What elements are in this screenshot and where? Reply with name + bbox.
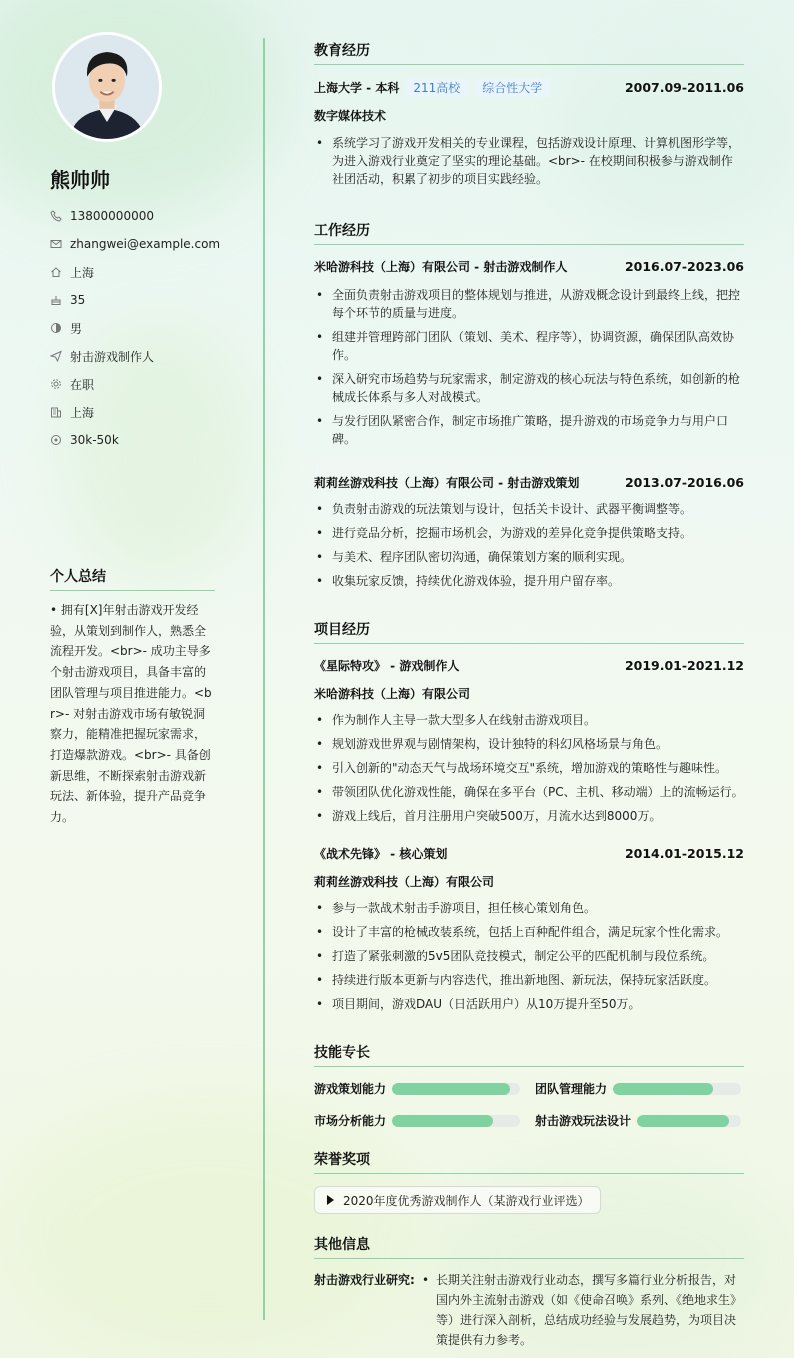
other-info bbox=[314, 1270, 744, 1350]
project-name: 《星际特攻》 - 游戏制作人 bbox=[314, 659, 460, 673]
work-title: 工作经历 bbox=[314, 220, 744, 245]
list-item: • 引入创新的"动态天气与战场环境交互"系统，增加游戏的策略性与趣味性。 bbox=[314, 759, 744, 777]
email-value: zhangwei@example.com bbox=[70, 237, 221, 251]
skill-label: 游戏策划能力 bbox=[314, 1082, 387, 1096]
contact-info bbox=[50, 202, 220, 454]
skill-fill bbox=[392, 1115, 493, 1127]
list-item: • 组建并管理跨部门团队（策划、美术、程序等），协调资源，确保团队高效协作。 bbox=[314, 328, 744, 364]
list-item: • 与美术、程序团队密切沟通，确保策划方案的顺利实现。 bbox=[314, 548, 744, 566]
work-head bbox=[314, 474, 744, 491]
education-title: 教育经历 bbox=[314, 40, 744, 65]
education-date: 2007.09-2011.06 bbox=[624, 80, 744, 95]
sidebar bbox=[0, 0, 264, 1358]
mail-icon bbox=[50, 238, 62, 250]
list-item: • 深入研究市场趋势与玩家需求，制定游戏的核心玩法与特色系统，如创新的枪械成长体系与多人对战模式。 bbox=[314, 370, 744, 406]
salary-value: 30k-50k bbox=[70, 433, 119, 447]
work-bullets bbox=[314, 500, 744, 596]
project-company: 莉莉丝游戏科技（上海）有限公司 bbox=[314, 875, 495, 889]
project-date: 2014.01-2015.12 bbox=[624, 846, 744, 861]
list-item: • 项目期间，游戏DAU（日活跃用户）从10万提升至50万。 bbox=[314, 995, 744, 1013]
skill-item bbox=[535, 1112, 741, 1129]
skill-bar bbox=[637, 1115, 741, 1127]
education-bullets bbox=[314, 134, 744, 194]
skills-title: 技能专长 bbox=[314, 1042, 744, 1067]
skill-bar bbox=[613, 1083, 741, 1095]
skill-bar bbox=[392, 1083, 520, 1095]
project-head bbox=[314, 845, 744, 862]
award-item[interactable] bbox=[314, 1186, 601, 1214]
send-icon bbox=[50, 350, 62, 362]
work-bullets bbox=[314, 286, 744, 454]
skill-label: 射击游戏玩法设计 bbox=[535, 1114, 632, 1128]
email-row bbox=[50, 230, 220, 258]
list-item: • 全面负责射击游戏项目的整体规划与推进，从游戏概念设计到最终上线，把控每个环节的质量与进度。 bbox=[314, 286, 744, 322]
list-item: • 进行竞品分析，挖掘市场机会，为游戏的差异化竞争提供策略支持。 bbox=[314, 524, 744, 542]
skill-item bbox=[314, 1080, 520, 1097]
list-item: • 持续进行版本更新与内容迭代，推出新地图、新玩法，保持玩家活跃度。 bbox=[314, 971, 744, 989]
phone-icon bbox=[50, 210, 62, 222]
gender-icon bbox=[50, 322, 62, 334]
money-icon bbox=[50, 434, 62, 446]
work-company: 莉莉丝游戏科技（上海）有限公司 - 射击游戏策划 bbox=[314, 476, 580, 490]
position-row bbox=[50, 342, 220, 370]
candidate-name: 熊帅帅 bbox=[50, 168, 110, 192]
project-bullets bbox=[314, 899, 744, 1019]
list-item: • 规划游戏世界观与剧情架构，设计独特的科幻风格场景与角色。 bbox=[314, 735, 744, 753]
other-title: 其他信息 bbox=[314, 1234, 744, 1259]
position-value: 射击游戏制作人 bbox=[70, 349, 155, 364]
work-date: 2016.07-2023.06 bbox=[624, 259, 744, 274]
location-value: 上海 bbox=[70, 265, 95, 280]
age-value: 35 bbox=[70, 293, 86, 307]
list-item: • 与发行团队紧密合作，制定市场推广策略，提升游戏的市场竞争力与用户口碑。 bbox=[314, 412, 744, 448]
age-row bbox=[50, 286, 220, 314]
column-divider bbox=[263, 38, 265, 1320]
work-city-value: 上海 bbox=[70, 405, 95, 420]
project-date: 2019.01-2021.12 bbox=[624, 658, 744, 673]
awards-title: 荣誉奖项 bbox=[314, 1149, 744, 1174]
award-text: 2020年度优秀游戏制作人（某游戏行业评选） bbox=[343, 1193, 590, 1208]
list-item: • 负责射击游戏的玩法策划与设计，包括关卡设计、武器平衡调整等。 bbox=[314, 500, 744, 518]
building-icon bbox=[50, 406, 62, 418]
status-value: 在职 bbox=[70, 377, 95, 392]
phone-value: 13800000000 bbox=[70, 209, 154, 223]
education-head bbox=[314, 78, 744, 97]
cake-icon bbox=[50, 294, 62, 306]
list-item: • 带领团队优化游戏性能，确保在多平台（PC、主机、移动端）上的流畅运行。 bbox=[314, 783, 744, 801]
list-item: • 作为制作人主导一款大型多人在线射击游戏项目。 bbox=[314, 711, 744, 729]
work-head bbox=[314, 258, 744, 275]
projects-title: 项目经历 bbox=[314, 619, 744, 644]
education-school: 上海大学 - 本科 bbox=[314, 81, 400, 95]
expand-triangle-icon[interactable] bbox=[327, 1195, 334, 1205]
skill-bar bbox=[392, 1115, 520, 1127]
other-bullets bbox=[418, 1270, 744, 1350]
list-item: • 游戏上线后，首月注册用户突破500万，月流水达到8000万。 bbox=[314, 807, 744, 825]
other-label: 射击游戏行业研究: bbox=[314, 1273, 415, 1287]
location-row bbox=[50, 258, 220, 286]
project-name: 《战术先锋》 - 核心策划 bbox=[314, 847, 448, 861]
project-head bbox=[314, 657, 744, 674]
gender-row bbox=[50, 314, 220, 342]
summary-text: • 拥有[X]年射击游戏开发经验，从策划到制作人，熟悉全流程开发。<br>- 成功主导多个射击游戏项目，具备丰富的团队管理与项目推进能力。<br>- 对射击游戏市场有敏锐洞察力，能精准把握玩家需求，打造爆款游戏。<br>- 具备创新思维，不断探索射击游戏新玩法、新体验，提升产品竞争力。 bbox=[50, 603, 212, 825]
avatar bbox=[52, 32, 162, 142]
list-item: • 收集玩家反馈，持续优化游戏体验，提升用户留存率。 bbox=[314, 572, 744, 590]
list-item: • 设计了丰富的枪械改装系统，包括上百种配件组合，满足玩家个性化需求。 bbox=[314, 923, 744, 941]
skill-label: 市场分析能力 bbox=[314, 1114, 387, 1128]
work-company: 米哈游科技（上海）有限公司 - 射击游戏制作人 bbox=[314, 260, 568, 274]
status-row bbox=[50, 370, 220, 398]
skill-label: 团队管理能力 bbox=[535, 1082, 608, 1096]
list-item: • 参与一款战术射击手游项目，担任核心策划角色。 bbox=[314, 899, 744, 917]
summary-title: 个人总结 bbox=[50, 566, 215, 591]
education-school-block bbox=[314, 78, 550, 97]
skill-item bbox=[535, 1080, 741, 1097]
education-major: 数字媒体技术 bbox=[314, 109, 387, 123]
skill-fill bbox=[392, 1083, 510, 1095]
home-icon bbox=[50, 266, 62, 278]
project-company: 米哈游科技（上海）有限公司 bbox=[314, 687, 471, 701]
education-tag: 综合性大学 bbox=[474, 78, 550, 97]
skill-item bbox=[314, 1112, 520, 1129]
salary-row bbox=[50, 426, 220, 454]
list-item: • 长期关注射击游戏行业动态，撰写多篇行业分析报告，对国内外主流射击游戏（如《使命召唤》系列、《绝地求生》等）进行深入剖析，总结成功经验与发展趋势，为项目决策提供有力参考。 bbox=[418, 1270, 744, 1350]
phone-row bbox=[50, 202, 220, 230]
skill-fill bbox=[613, 1083, 713, 1095]
list-item: • 系统学习了游戏开发相关的专业课程，包括游戏设计原理、计算机图形学等，为进入游戏行业奠定了坚实的理论基础。<br>- 在校期间积极参与游戏制作社团活动，积累了初步的项目实践经验。 bbox=[314, 134, 744, 188]
skill-fill bbox=[637, 1115, 729, 1127]
settings-icon bbox=[50, 378, 62, 390]
work-date: 2013.07-2016.06 bbox=[624, 475, 744, 490]
gender-value: 男 bbox=[70, 321, 83, 336]
project-bullets bbox=[314, 711, 744, 831]
list-item: • 打造了紧张刺激的5v5团队竞技模式，制定公平的匹配机制与段位系统。 bbox=[314, 947, 744, 965]
education-tag: 211高校 bbox=[405, 78, 468, 97]
work-city-row bbox=[50, 398, 220, 426]
